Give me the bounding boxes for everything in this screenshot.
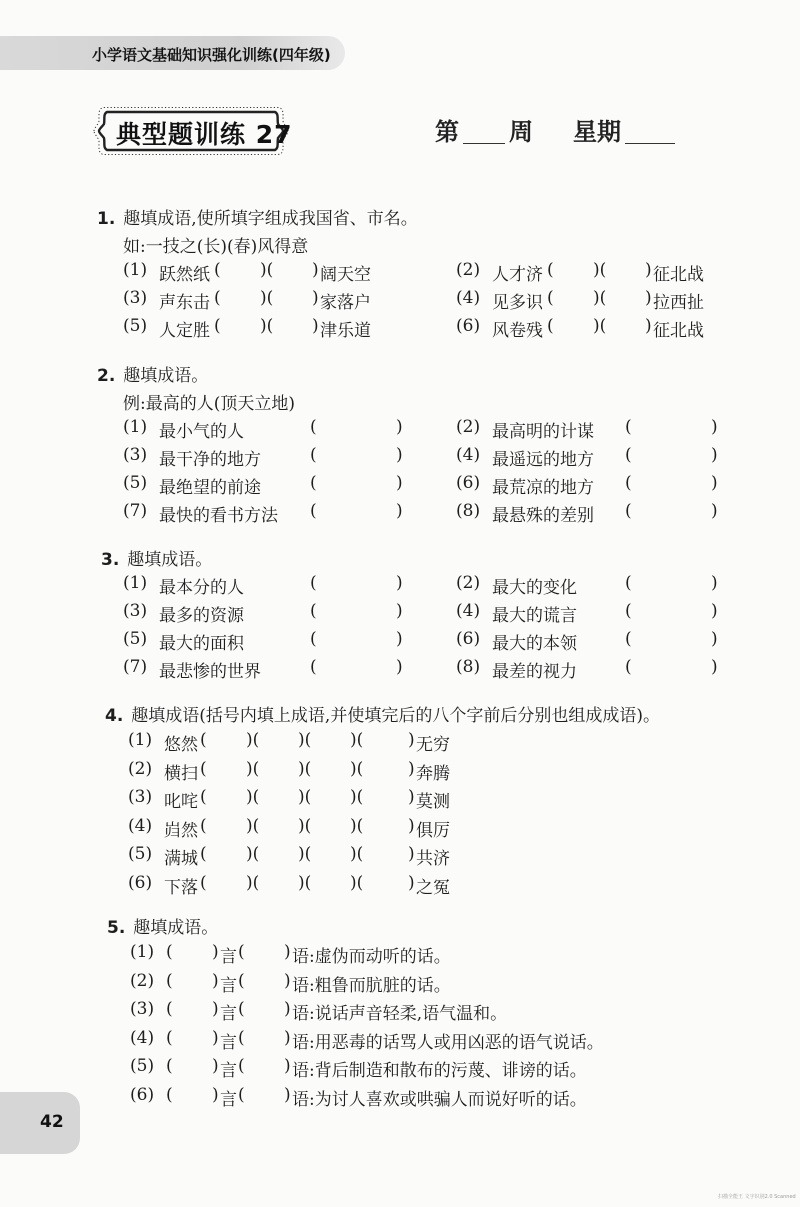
q3-item-8: (8) [456, 657, 481, 677]
q4-item-5-prefix: 满城 [164, 849, 198, 869]
q1-answer-paren[interactable]: ( [214, 288, 221, 308]
q3-answer-open[interactable]: ( [310, 629, 317, 649]
q4-item-1-suffix: 无穷 [416, 735, 450, 755]
q4-answer-paren[interactable]: ) [408, 815, 415, 836]
q2-answer-open[interactable]: ( [625, 473, 632, 493]
q3-item-1-text: 最本分的人 [159, 578, 244, 598]
q5-item-3-mid: 言 [220, 1004, 237, 1024]
q4-answer-paren[interactable]: )( [246, 815, 260, 836]
q5-item-1: (1) [130, 942, 155, 962]
q1-answer-paren[interactable]: ) [645, 316, 652, 336]
q1-item-6-prefix: 风卷残 [492, 321, 543, 341]
q4-item-3: (3) [128, 787, 153, 807]
q4-answer-paren[interactable]: ) [408, 872, 415, 893]
q4-answer-paren[interactable]: )( [246, 787, 260, 807]
q2-item-1: (1) [123, 417, 148, 437]
q1-item-2: (2) [456, 260, 481, 280]
q3-item-6: (6) [456, 629, 481, 649]
q5-answer-paren[interactable]: ( [166, 1056, 173, 1076]
q3-item-6-text: 最大的本领 [492, 634, 577, 654]
q2-answer-open[interactable]: ( [625, 417, 632, 437]
q5-item-4: (4) [130, 1027, 155, 1048]
q5-item-6-mid: 言 [220, 1089, 237, 1110]
q1-item-6: (6) [456, 316, 481, 336]
q2-item-4: (4) [456, 445, 481, 465]
q1-item-2-suffix: 征北战 [653, 265, 704, 285]
q5-item-4-definition: 语:用恶毒的话骂人或用凶恶的语气说话。 [292, 1032, 604, 1053]
q3-item-3-text: 最多的资源 [159, 606, 244, 626]
q5-answer-paren[interactable]: ( [166, 970, 173, 991]
question-3-title: 3. 趣填成语。 [101, 550, 213, 570]
q4-item-6-suffix: 之冤 [416, 877, 450, 898]
q4-item-3-prefix: 叱咤 [164, 792, 198, 812]
q5-answer-paren[interactable]: ( [238, 1056, 245, 1076]
q4-answer-paren[interactable]: )( [298, 872, 312, 893]
q1-item-4-suffix: 拉西扯 [653, 293, 704, 313]
q5-answer-paren[interactable]: ( [238, 999, 245, 1019]
book-title: 小学语文基础知识强化训练(四年级) [92, 46, 331, 64]
week-label: 周 [509, 118, 533, 146]
q4-item-5-suffix: 共济 [416, 849, 450, 869]
q2-item-8-text: 最悬殊的差别 [492, 506, 594, 526]
q1-answer-paren[interactable]: ) [645, 288, 652, 308]
q4-answer-paren[interactable]: ) [408, 730, 415, 750]
q3-item-8-text: 最差的视力 [492, 662, 577, 682]
q1-answer-paren[interactable]: ( [214, 260, 221, 280]
q1-answer-paren[interactable]: ( [547, 260, 554, 280]
q2-answer-open[interactable]: ( [625, 501, 632, 521]
q5-answer-paren[interactable]: ( [238, 1084, 245, 1105]
q3-answer-open[interactable]: ( [625, 629, 632, 649]
q1-answer-paren[interactable]: )( [260, 260, 274, 280]
q2-answer-open[interactable]: ( [625, 445, 632, 465]
q1-answer-paren[interactable]: ( [547, 316, 554, 336]
q1-answer-paren[interactable]: )( [593, 288, 607, 308]
q3-answer-close[interactable]: ) [396, 629, 403, 649]
q5-item-1-definition: 语:虚伪而动听的话。 [292, 947, 451, 967]
q5-answer-paren[interactable]: ( [166, 1027, 173, 1048]
q4-answer-paren[interactable]: )( [298, 815, 312, 836]
q3-item-2-text: 最大的变化 [492, 578, 577, 598]
q3-answer-close[interactable]: ) [396, 657, 403, 677]
q3-item-7: (7) [123, 657, 148, 677]
q3-answer-close[interactable]: ) [396, 573, 403, 593]
q2-answer-close[interactable]: ) [396, 417, 403, 437]
week-blank[interactable] [463, 121, 505, 144]
q5-answer-paren[interactable]: ) [212, 970, 219, 991]
q1-item-1-prefix: 跃然纸 [159, 265, 210, 285]
q2-item-2: (2) [456, 417, 481, 437]
q4-item-5: (5) [128, 844, 153, 864]
q5-answer-paren[interactable]: ) [284, 942, 291, 962]
q5-answer-paren[interactable]: ) [212, 999, 219, 1019]
question-5-title: 5. 趣填成语。 [107, 918, 219, 938]
q5-answer-paren[interactable]: ) [284, 970, 291, 991]
q4-answer-paren[interactable]: )( [298, 844, 312, 864]
q4-answer-paren[interactable]: )( [246, 872, 260, 893]
q2-answer-close[interactable]: ) [711, 445, 718, 465]
q4-item-4: (4) [128, 815, 153, 836]
q4-answer-paren[interactable]: ( [200, 844, 207, 864]
q3-answer-open[interactable]: ( [310, 601, 317, 621]
q5-item-5-definition: 语:背后制造和散布的污蔑、诽谤的话。 [292, 1061, 587, 1081]
q5-answer-paren[interactable]: ( [166, 999, 173, 1019]
q4-answer-paren[interactable]: )( [246, 758, 260, 779]
q2-item-7-text: 最快的看书方法 [159, 506, 278, 526]
q5-item-5: (5) [130, 1056, 155, 1076]
q2-item-2-text: 最高明的计谋 [492, 422, 594, 442]
q5-answer-paren[interactable]: ) [284, 1084, 291, 1105]
q4-answer-paren[interactable]: ( [200, 787, 207, 807]
q5-item-1-mid: 言 [220, 947, 237, 967]
q2-item-8: (8) [456, 501, 481, 521]
q1-item-1: (1) [123, 260, 148, 280]
q4-answer-paren[interactable]: ( [200, 730, 207, 750]
q1-answer-paren[interactable]: )( [260, 316, 274, 336]
q1-answer-paren[interactable]: ( [214, 316, 221, 336]
q5-answer-paren[interactable]: ( [238, 942, 245, 962]
q2-item-1-text: 最小气的人 [159, 422, 244, 442]
q2-item-5-text: 最绝望的前途 [159, 478, 261, 498]
section-title: 典型题训练 27 [116, 120, 293, 149]
q5-answer-paren[interactable]: ( [166, 1084, 173, 1105]
q5-item-2: (2) [130, 970, 155, 991]
q1-item-3-suffix: 家落户 [320, 293, 371, 313]
q4-item-1-prefix: 悠然 [164, 735, 198, 755]
q5-answer-paren[interactable]: ) [212, 1056, 219, 1076]
q4-answer-paren[interactable]: ) [408, 758, 415, 779]
q4-answer-paren[interactable]: )( [350, 730, 364, 750]
q2-answer-open[interactable]: ( [310, 473, 317, 493]
q5-answer-paren[interactable]: ( [238, 970, 245, 991]
q4-item-2-suffix: 奔腾 [416, 763, 450, 784]
q3-answer-close[interactable]: ) [711, 601, 718, 621]
q3-answer-close[interactable]: ) [396, 601, 403, 621]
q5-item-2-mid: 言 [220, 975, 237, 996]
q4-item-6-prefix: 下落 [164, 877, 198, 898]
q2-item-7: (7) [123, 501, 148, 521]
page-number: 42 [40, 1112, 64, 1132]
q2-answer-close[interactable]: ) [396, 473, 403, 493]
q4-answer-paren[interactable]: )( [350, 787, 364, 807]
q3-answer-open[interactable]: ( [310, 657, 317, 677]
q2-answer-close[interactable]: ) [396, 445, 403, 465]
question-1-example: 如:一技之(长)(春)风得意 [123, 237, 309, 257]
q5-answer-paren[interactable]: ) [212, 1084, 219, 1105]
q3-item-5: (5) [123, 629, 148, 649]
day-label: 星期 [573, 118, 621, 146]
q1-answer-paren[interactable]: ) [312, 260, 319, 280]
q4-answer-paren[interactable]: )( [298, 730, 312, 750]
q5-answer-paren[interactable]: ( [238, 1027, 245, 1048]
q3-item-7-text: 最悲惨的世界 [159, 662, 261, 682]
q2-answer-close[interactable]: ) [711, 417, 718, 437]
q5-item-2-definition: 语:粗鲁而肮脏的话。 [292, 975, 451, 996]
q3-answer-open[interactable]: ( [625, 573, 632, 593]
q1-answer-paren[interactable]: ) [645, 260, 652, 280]
q3-answer-open[interactable]: ( [310, 573, 317, 593]
q5-item-6-definition: 语:为讨人喜欢或哄骗人而说好听的话。 [292, 1089, 587, 1110]
q5-answer-paren[interactable]: ) [284, 1056, 291, 1076]
q4-item-2: (2) [128, 758, 153, 779]
q3-answer-close[interactable]: ) [711, 657, 718, 677]
q5-answer-paren[interactable]: ( [166, 942, 173, 962]
q5-answer-paren[interactable]: ) [284, 999, 291, 1019]
q3-item-4-text: 最大的谎言 [492, 606, 577, 626]
q4-answer-paren[interactable]: )( [298, 787, 312, 807]
q2-answer-open[interactable]: ( [310, 501, 317, 521]
q1-answer-paren[interactable]: )( [260, 288, 274, 308]
q1-answer-paren[interactable]: ) [312, 288, 319, 308]
q1-answer-paren[interactable]: ( [547, 288, 554, 308]
q3-item-4: (4) [456, 601, 481, 621]
q4-answer-paren[interactable]: ( [200, 872, 207, 893]
q5-item-6: (6) [130, 1084, 155, 1105]
q1-item-4: (4) [456, 288, 481, 308]
q5-item-4-mid: 言 [220, 1032, 237, 1053]
q2-item-5: (5) [123, 473, 148, 493]
q4-item-4-prefix: 岿然 [164, 820, 198, 841]
q1-item-3: (3) [123, 288, 148, 308]
q4-item-2-prefix: 横扫 [164, 763, 198, 784]
question-2-example: 例:最高的人(顶天立地) [123, 394, 295, 414]
q4-item-6: (6) [128, 872, 153, 893]
q2-answer-close[interactable]: ) [711, 501, 718, 521]
q4-answer-paren[interactable]: )( [298, 758, 312, 779]
question-2-title: 2. 趣填成语。 [97, 366, 209, 386]
q1-item-5-suffix: 津乐道 [320, 321, 371, 341]
q1-item-6-suffix: 征北战 [653, 321, 704, 341]
q1-item-5: (5) [123, 316, 148, 336]
q1-item-1-suffix: 阔天空 [320, 265, 371, 285]
q2-item-4-text: 最遥远的地方 [492, 450, 594, 470]
q1-item-3-prefix: 声东击 [159, 293, 210, 313]
q5-answer-paren[interactable]: ) [284, 1027, 291, 1048]
q3-item-3: (3) [123, 601, 148, 621]
week-day-area [435, 112, 675, 147]
q2-answer-open[interactable]: ( [310, 445, 317, 465]
q2-answer-open[interactable]: ( [310, 417, 317, 437]
q2-item-6: (6) [456, 473, 481, 493]
q3-answer-close[interactable]: ) [711, 629, 718, 649]
q3-answer-close[interactable]: ) [711, 573, 718, 593]
q3-answer-open[interactable]: ( [625, 657, 632, 677]
q4-answer-paren[interactable]: )( [246, 844, 260, 864]
q4-item-3-suffix: 莫测 [416, 792, 450, 812]
question-4-title: 4. 趣填成语(括号内填上成语,并使填完后的八个字前后分别也组成成语)。 [105, 706, 660, 726]
q5-item-3-definition: 语:说话声音轻柔,语气温和。 [292, 1004, 508, 1024]
question-1-title: 1. 趣填成语,使所填字组成我国省、市名。 [97, 209, 418, 229]
q1-answer-paren[interactable]: )( [593, 260, 607, 280]
q2-answer-close[interactable]: ) [396, 501, 403, 521]
q4-answer-paren[interactable]: )( [350, 872, 364, 893]
q2-answer-close[interactable]: ) [711, 473, 718, 493]
q2-item-3-text: 最干净的地方 [159, 450, 261, 470]
q1-item-4-prefix: 见多识 [492, 293, 543, 313]
q4-answer-paren[interactable]: ) [408, 844, 415, 864]
q3-answer-open[interactable]: ( [625, 601, 632, 621]
q2-item-3: (3) [123, 445, 148, 465]
q4-answer-paren[interactable]: ( [200, 815, 207, 836]
q4-answer-paren[interactable]: )( [350, 844, 364, 864]
q4-answer-paren[interactable]: ) [408, 787, 415, 807]
q5-answer-paren[interactable]: ) [212, 1027, 219, 1048]
q3-item-1: (1) [123, 573, 148, 593]
q4-item-4-suffix: 俱厉 [416, 820, 450, 841]
q4-answer-paren[interactable]: )( [350, 815, 364, 836]
week-prefix: 第 [435, 118, 459, 146]
q1-answer-paren[interactable]: ) [312, 316, 319, 336]
q3-item-5-text: 最大的面积 [159, 634, 244, 654]
q5-item-3: (3) [130, 999, 155, 1019]
q2-item-6-text: 最荒凉的地方 [492, 478, 594, 498]
q4-answer-paren[interactable]: )( [350, 758, 364, 779]
scanner-credit: 扫描全能王 文字识别2.0 Scanned [718, 1194, 796, 1200]
q3-item-2: (2) [456, 573, 481, 593]
q4-answer-paren[interactable]: ( [200, 758, 207, 779]
day-blank[interactable] [625, 121, 675, 144]
q5-item-5-mid: 言 [220, 1061, 237, 1081]
q1-item-5-prefix: 人定胜 [159, 321, 210, 341]
q5-answer-paren[interactable]: ) [212, 942, 219, 962]
q1-item-2-prefix: 人才济 [492, 265, 543, 285]
q1-answer-paren[interactable]: )( [593, 316, 607, 336]
q4-answer-paren[interactable]: )( [246, 730, 260, 750]
q4-item-1: (1) [128, 730, 153, 750]
